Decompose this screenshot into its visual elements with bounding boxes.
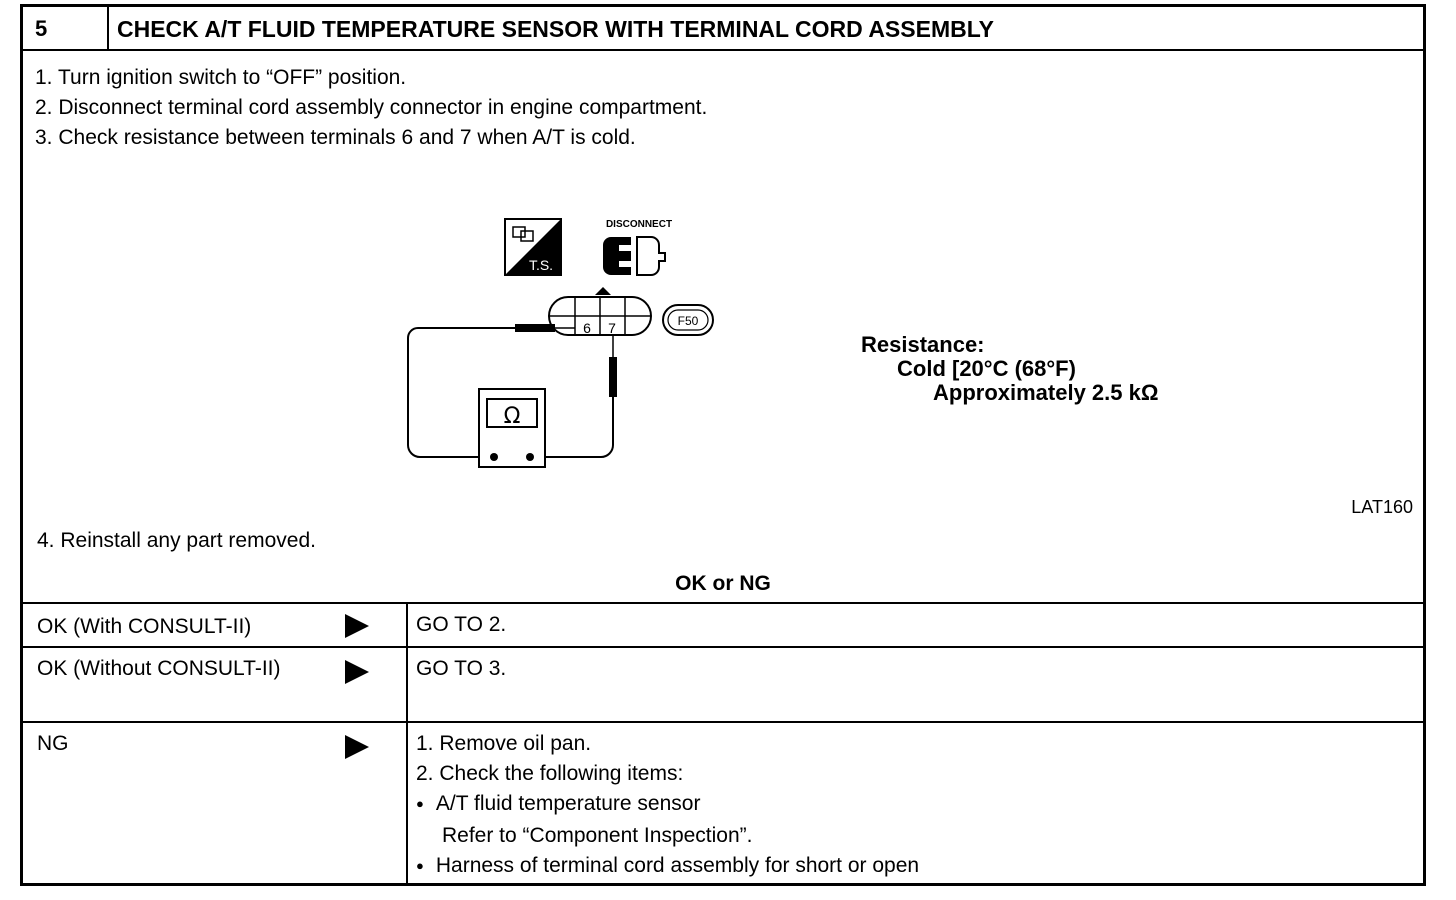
- ts-icon: [505, 219, 561, 275]
- result-condition: OK (With CONSULT-II): [37, 615, 252, 638]
- step-number: 5: [23, 7, 109, 49]
- arrow-right-icon: [345, 614, 369, 638]
- ohmmeter: [479, 389, 545, 467]
- procedure-title: CHECK A/T FLUID TEMPERATURE SENSOR WITH TERMINAL CORD ASSEMBLY: [117, 16, 994, 42]
- arrow-right-icon: [345, 735, 369, 759]
- ng-check-item-harness: [416, 851, 1423, 883]
- ohm-symbol: Ω: [503, 404, 521, 429]
- disconnect-icon: [603, 219, 672, 275]
- result-action: GO TO 2.: [406, 604, 1423, 646]
- resistance-value: Approximately 2.5 kΩ: [933, 380, 1159, 405]
- result-action-list: [406, 723, 1423, 883]
- instruction-step-3: 3. Check resistance between terminals 6 and 7 when A/T is cold.: [35, 126, 636, 149]
- instruction-step-1: 1. Turn ignition switch to “OFF” position.: [35, 66, 407, 89]
- ng-action-2: 2. Check the following items:: [416, 762, 684, 785]
- connector-id-label: F50: [677, 314, 699, 328]
- result-condition: OK (Without CONSULT-II): [37, 657, 281, 680]
- result-table: [23, 602, 1423, 883]
- figure-id: LAT160: [1351, 497, 1413, 517]
- result-row-ng: [23, 723, 1423, 883]
- connector-id-badge: [663, 305, 713, 335]
- result-row-ok-consult: [23, 604, 1423, 648]
- ts-label: T.S.: [528, 257, 554, 273]
- disconnect-label: DISCONNECT: [605, 219, 673, 230]
- instruction-list: [35, 63, 707, 153]
- ng-action-1: 1. Remove oil pan.: [416, 732, 592, 755]
- resistance-check-diagram: [363, 207, 743, 477]
- ng-check-item-harness-text: Harness of terminal cord assembly for short or open: [435, 854, 920, 877]
- result-action: GO TO 3.: [406, 648, 1423, 721]
- instruction-step-4: 4. Reinstall any part removed.: [37, 529, 316, 552]
- result-condition: NG: [37, 732, 69, 755]
- procedure-header: [23, 7, 1423, 51]
- terminal-7-label: 7: [608, 320, 616, 336]
- instruction-step-2: 2. Disconnect terminal cord assembly connector in engine compartment.: [35, 96, 708, 119]
- result-row-ok-no-consult: [23, 648, 1423, 723]
- terminal-6-label: 6: [583, 320, 591, 336]
- ng-check-item-sensor: [416, 789, 1423, 821]
- resistance-spec: [861, 333, 1159, 405]
- resistance-label: Resistance:: [861, 332, 985, 357]
- ng-reference: Refer to “Component Inspection”.: [442, 824, 753, 847]
- ng-check-item-sensor-text: A/T fluid temperature sensor: [435, 792, 701, 815]
- arrow-right-icon: [345, 660, 369, 684]
- procedure-frame: [20, 4, 1426, 886]
- ok-ng-title: OK or NG: [675, 572, 771, 595]
- resistance-condition: Cold [20°C (68°F): [897, 356, 1076, 381]
